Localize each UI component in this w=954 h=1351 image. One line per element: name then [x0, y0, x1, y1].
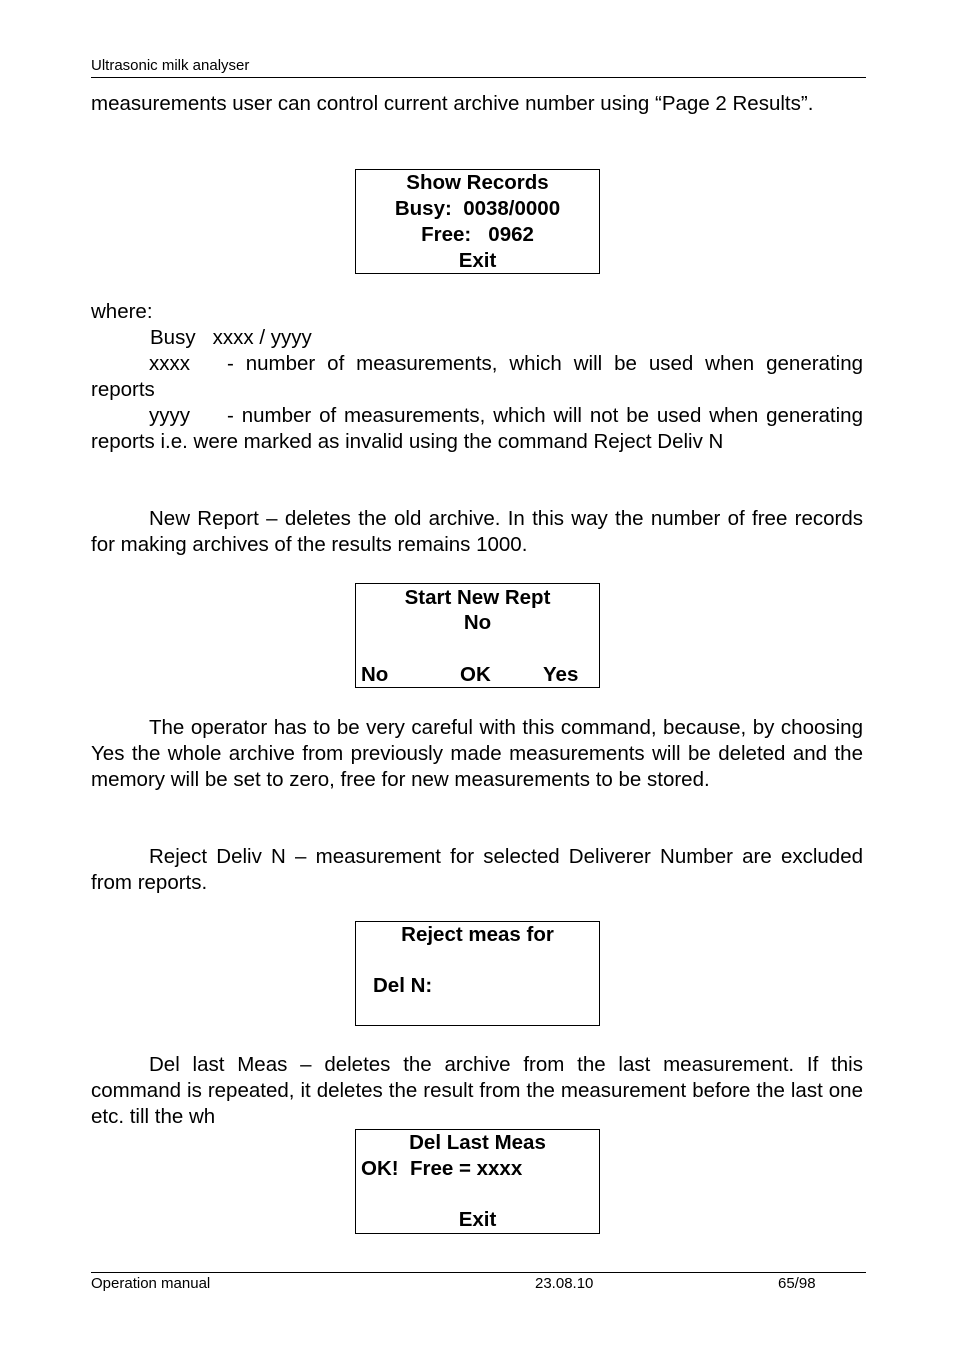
- xxxx-term: xxxx: [149, 352, 190, 375]
- footer-rule: [91, 1272, 866, 1273]
- screen-line: Exit: [458, 249, 497, 272]
- yyyy-description: - number of measurements, which will not be used when generating reports i.e. were marked as invalid using the command Reject Deliv N: [91, 404, 863, 453]
- paragraph-intro: measurements user can control current archive number using “Page 2 Results”.: [91, 92, 814, 115]
- paragraph-del-last-meas: Del last Meas – deletes the archive from the last measurement. If this command is repeated, it deletes the result from the measurement before the last one etc. till the wh: [91, 1053, 863, 1128]
- yyyy-term: yyyy: [149, 404, 190, 427]
- header-rule: [91, 77, 866, 78]
- screen-line: OK! Free = xxxx: [361, 1157, 523, 1180]
- paragraph-reject-deliv: Reject Deliv N – measurement for selected Deliverer Number are excluded from reports.: [91, 845, 863, 894]
- screen-line: Free: 0962: [421, 223, 534, 246]
- footer-doc-name: Operation manual: [91, 1275, 211, 1292]
- where-label: where:: [91, 300, 153, 323]
- option-yes: Yes: [543, 663, 579, 686]
- screen-line: Start New Rept: [404, 586, 551, 609]
- screen-del-last-meas: [355, 1129, 600, 1234]
- xxxx-description: - number of measurements, which will be used when generating reports: [91, 352, 863, 401]
- screen-line: Reject meas for: [401, 923, 554, 946]
- paragraph-new-report: New Report – deletes the old archive. In this way the number of free records for making archives of the results remains 1000.: [91, 507, 863, 556]
- screen-start-new-rept: [355, 583, 600, 688]
- screen-line: Busy: 0038/0000: [394, 197, 561, 220]
- yyyy-definition: [91, 403, 863, 455]
- option-ok: OK: [460, 663, 491, 686]
- footer-page-number: 65/98: [778, 1275, 816, 1292]
- screen-line: No: [463, 611, 492, 634]
- screen-line: Exit: [458, 1208, 497, 1231]
- screen-line: Show Records: [406, 171, 549, 194]
- screen-reject-meas: [355, 921, 600, 1026]
- screen-line: Del Last Meas: [409, 1131, 546, 1154]
- paragraph-operator-warning: The operator has to be very careful with this command, because, by choosing Yes the whole archive from previously made measurements will be deleted and the memory will be set to zero, free for new measurements to be stored.: [91, 716, 863, 791]
- screen-line: Del N:: [373, 974, 433, 997]
- screen-show-records: [355, 169, 600, 274]
- page-header-title: Ultrasonic milk analyser: [91, 57, 250, 74]
- option-no: No: [361, 663, 389, 686]
- xxxx-definition: [91, 351, 863, 403]
- busy-definition: Busy xxxx / yyyy: [150, 326, 312, 349]
- footer-date: 23.08.10: [535, 1275, 594, 1292]
